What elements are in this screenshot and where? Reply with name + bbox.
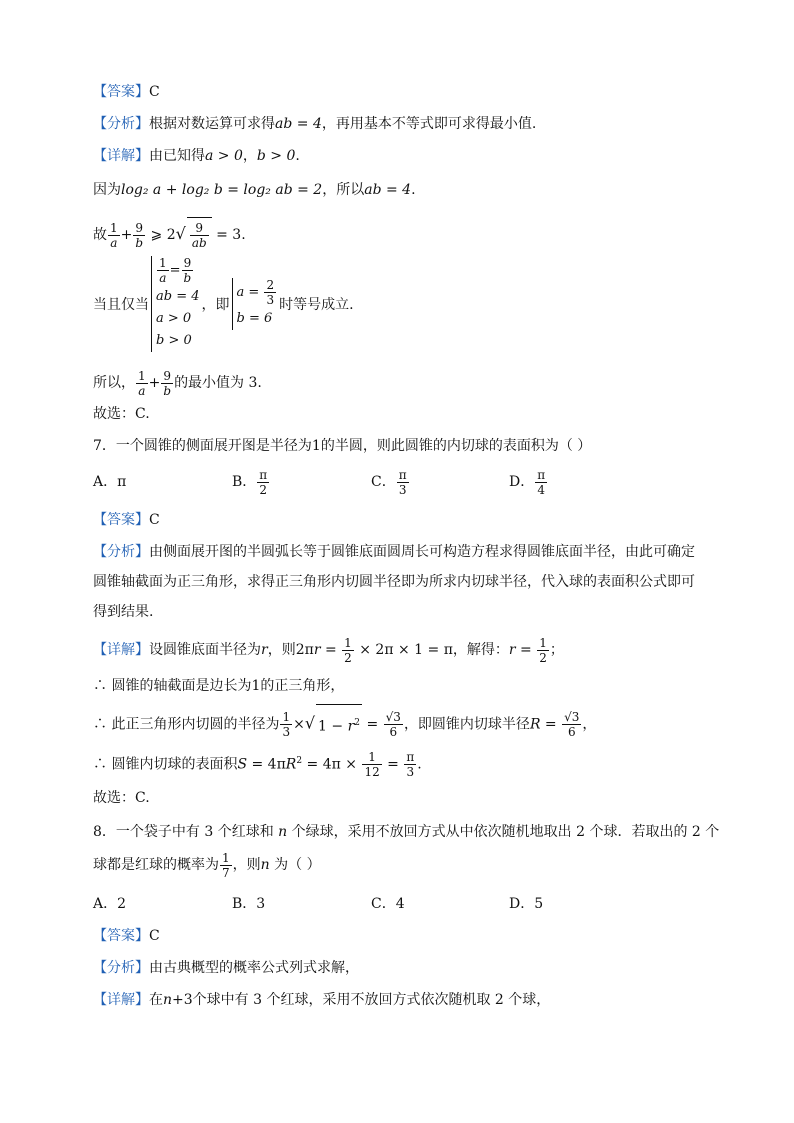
- q6-ie: ，即: [201, 297, 230, 313]
- q6-answer: C: [149, 84, 160, 100]
- q7-stem: 7．一个圆锥的侧面展开图是半径为1的半圆，则此圆锥的内切球的表面积为（ ）: [93, 438, 592, 454]
- q6-system-line: [93, 256, 354, 352]
- q8-detail-line: 【详解】在n+3个球中有 3 个红球，采用不放回方式依次随机取 2 个球，: [93, 992, 551, 1008]
- q7-analysis-line-3: 得到结果.: [93, 604, 154, 620]
- q6-therefore: 故: [93, 227, 107, 243]
- fraction-1-over-a: $\frac{1}{a}$: [110, 220, 118, 250]
- q6-answer-line: [93, 82, 160, 102]
- q6-detail-eq2: b > 0: [256, 148, 296, 164]
- q8-option-c: C．4: [371, 896, 405, 912]
- q6-analysis-text-a: 根据对数运算可求得: [149, 116, 275, 132]
- q6-sys2-eq: b = 6: [236, 311, 273, 326]
- q6-ineq-tail: = 3.: [216, 227, 246, 243]
- q6-so: ，所以: [322, 182, 365, 198]
- q6-so-eq: ab = 4: [364, 182, 412, 198]
- q8-answer: C: [149, 928, 160, 944]
- answer-label: 【答案】: [93, 84, 149, 100]
- q6-detail-eq1: a > 0: [205, 148, 243, 164]
- q7-option-d: D． $\frac{\pi}{4}$: [509, 467, 546, 497]
- q6-conclude-a: 所以，: [93, 375, 135, 391]
- q6-log-expr: log₂ a + log₂ b = log₂ ab = 2: [121, 182, 323, 198]
- q6-system-2: a = $\frac{2}{3}$ b = 6: [232, 278, 278, 330]
- q7-detail-line-1: 【详解】设圆锥底面半径为r，则2πr = $\frac{1}{2}$ × 2π × 1 = π，解得：r = $\frac{1}{2}$ ；: [93, 635, 564, 665]
- q7-detail-line-4: ∴ 圆锥内切球的表面积$S = 4\pi R^2 = 4\pi$ × $\frac{1}{12}$ = $\frac{\pi}{3}$ .: [93, 750, 422, 780]
- q6-because: 因为: [93, 182, 121, 198]
- q6-so-end: .: [411, 182, 416, 198]
- fraction-9-over-b: $\frac{9}{b}$: [135, 220, 144, 250]
- q6-conclude-b: 的最小值为 3.: [174, 375, 262, 391]
- q8-option-d: D．5: [509, 896, 544, 912]
- q7-answer: C: [149, 512, 160, 528]
- q8-analysis-line: 【分析】由古典概型的概率公式列式求解，: [93, 960, 359, 976]
- q7-analysis-line-1: 【分析】由侧面展开图的半圆弧长等于圆锥底面圆周长可构造方程求得圆锥底面半径，由此可确定: [93, 544, 695, 560]
- q7-choose-line: 故选：C.: [93, 790, 150, 806]
- q6-system-1: $\frac{1}{a}$ = $\frac{9}{b}$ ab = 4 a > 0 b > 0: [151, 256, 200, 352]
- analysis-label: 【分析】: [93, 116, 149, 132]
- detail-label: 【详解】: [93, 148, 149, 164]
- q7-option-c: C． $\frac{\pi}{3}$: [371, 467, 407, 497]
- q7-option-b: B． $\frac{\pi}{2}$: [232, 467, 268, 497]
- q6-because-line: [93, 180, 416, 200]
- q6-detail-end: .: [295, 148, 300, 164]
- q8-option-b: B．3: [232, 896, 266, 912]
- q6-sys-eq-3: b > 0: [156, 333, 192, 348]
- q6-eq-holds: 时等号成立.: [279, 297, 354, 313]
- q8-option-a: A．2: [93, 896, 127, 912]
- q6-iff: 当且仅当: [93, 297, 149, 313]
- q8-stem-line-2: 球都是红球的概率为 $\frac{1}{7}$ ，则n 为（ ）: [93, 850, 321, 880]
- q7-option-a: A．π: [93, 474, 127, 490]
- q6-analysis-text-b: ，再用基本不等式即可求得最小值.: [321, 116, 537, 132]
- q6-detail-text: 由已知得: [149, 148, 205, 164]
- q7-analysis-line-2: 圆锥轴截面为正三角形，求得正三角形内切圆半径即为所求内切球半径，代入球的表面积公式即可: [93, 574, 695, 590]
- q7-answer-line: 【答案】C: [93, 512, 160, 528]
- q6-sys-eq-1: ab = 4: [156, 289, 200, 304]
- q6-choose: 故选：C.: [93, 406, 150, 422]
- q6-conclusion-line: 所以， $\frac{1}{a}$ + $\frac{9}{b}$ 的最小值为 3.: [93, 368, 262, 398]
- q7-detail-line-3: ∴ 此正三角形内切圆的半径为 $\frac{1}{3}$ ×√ $1 - r^2$ = $\frac{√3}{6}$ ，即圆锥内切球半径R = $\frac{√3}{6}$ ，: [93, 704, 596, 745]
- q6-detail-line: [93, 146, 300, 166]
- q6-choose-line: [93, 404, 150, 424]
- q6-analysis-line: [93, 114, 536, 134]
- q6-inequality-line: 故 $\frac{1}{a}$ + $\frac{9}{b}$ ⩾ 2√ $\frac{9}{ab}$ = 3.: [93, 216, 246, 254]
- q6-analysis-eq: ab = 4: [275, 116, 322, 132]
- q8-answer-line: 【答案】C: [93, 928, 160, 944]
- q6-sys-eq-2: a > 0: [156, 311, 192, 326]
- q7-detail-line-2: ∴ 圆锥的轴截面是边长为1的正三角形，: [93, 678, 345, 694]
- q6-detail-sep: ，: [242, 148, 257, 164]
- sqrt-9-over-ab: $\frac{9}{ab}$: [187, 217, 212, 254]
- q8-stem-line-1: 8．一个袋子中有 3 个红球和 n 个绿球，采用不放回方式从中依次随机地取出 2 个球．若取出的 2 个: [93, 824, 720, 840]
